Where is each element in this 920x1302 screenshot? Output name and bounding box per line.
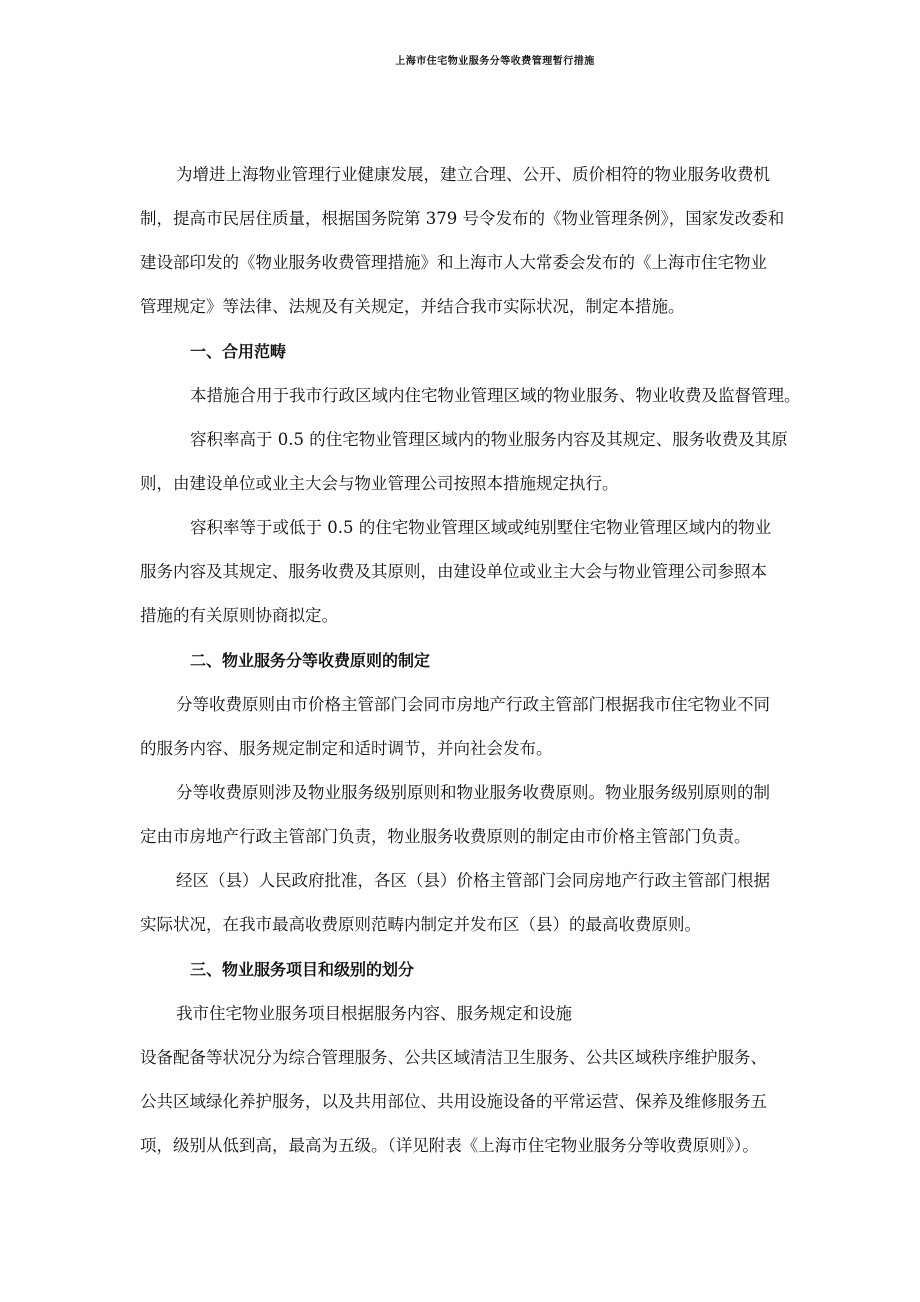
document-title: 上海市住宅物业服务分等收费管理暂行措施 — [395, 56, 595, 67]
section-1-paragraph-3-line-2: 服务内容及其规定、服务收费及其原则，由建设单位或业主大会与物业管理公司参照本 — [140, 562, 767, 581]
intro-line-2: 制，提高市民居住质量，根据国务院第 379 号令发布的《物业管理条例》，国家发改委和 — [140, 209, 785, 228]
intro-line-3: 建设部印发的《物业服务收费管理措施》和上海市人大常委会发布的《上海市住宅物业 — [140, 253, 767, 272]
section-2-paragraph-2-line-2: 定由市房地产行政主管部门负责，物业服务收费原则的制定由市价格主管部门负责。 — [140, 827, 751, 846]
section-1-paragraph-1-line-1: 本措施合用于我市行政区域内住宅物业管理区域的物业服务、物业收费及监督管理。 — [190, 386, 801, 405]
section-1-paragraph-3-line-3: 措施的有关原则协商拟定。 — [140, 606, 338, 625]
intro-line-1: 为增进上海物业管理行业健康发展，建立合理、公开、质价相符的物业服务收费机 — [176, 165, 770, 184]
section-3-paragraph-1-line-1: 我市住宅物业服务项目根据服务内容、服务规定和设施 — [176, 1004, 572, 1023]
section-1-paragraph-3-line-1: 容积率等于或低于 0.5 的住宅物业管理区域或纯别墅住宅物业管理区域内的物业 — [190, 518, 772, 537]
section-1-paragraph-2-line-1: 容积率高于 0.5 的住宅物业管理区域内的物业服务内容及其规定、服务收费及其原 — [190, 430, 788, 449]
section-2-paragraph-3-line-1: 经区（县）人民政府批准，各区（县）价格主管部门会同房地产行政主管部门根据 — [176, 871, 770, 890]
section-2-paragraph-1-line-1: 分等收费原则由市价格主管部门会同市房地产行政主管部门根据我市住宅物业不同 — [176, 695, 770, 714]
section-1-heading: 一、合用范畴 — [190, 342, 287, 361]
section-3-paragraph-1-line-3: 公共区域绿化养护服务，以及共用部位、共用设施设备的平常运营、保养及维修服务五 — [140, 1092, 767, 1111]
section-3-heading: 三、物业服务项目和级别的划分 — [190, 960, 415, 979]
section-2-paragraph-1-line-2: 的服务内容、服务规定制定和适时调节，并向社会发布。 — [140, 739, 553, 758]
section-2-heading: 二、物业服务分等收费原则的制定 — [190, 651, 431, 670]
section-1-paragraph-2-line-2: 则，由建设单位或业主大会与物业管理公司按照本措施规定执行。 — [140, 474, 619, 493]
section-3-paragraph-1-line-2: 设备配备等状况分为综合管理服务、公共区域清洁卫生服务、公共区域秩序维护服务、 — [140, 1048, 767, 1067]
intro-line-4: 管理规定》等法律、法规及有关规定，并结合我市实际状况，制定本措施。 — [140, 297, 685, 316]
section-2-paragraph-3-line-2: 实际状况，在我市最高收费原则范畴内制定并发布区（县）的最高收费原则。 — [140, 915, 701, 934]
section-2-paragraph-2-line-1: 分等收费原则涉及物业服务级别原则和物业服务收费原则。物业服务级别原则的制 — [176, 783, 770, 802]
section-3-paragraph-1-line-4: 项，级别从低到高，最高为五级。（详见附表《上海市住宅物业服务分等收费原则》）。 — [140, 1136, 759, 1155]
